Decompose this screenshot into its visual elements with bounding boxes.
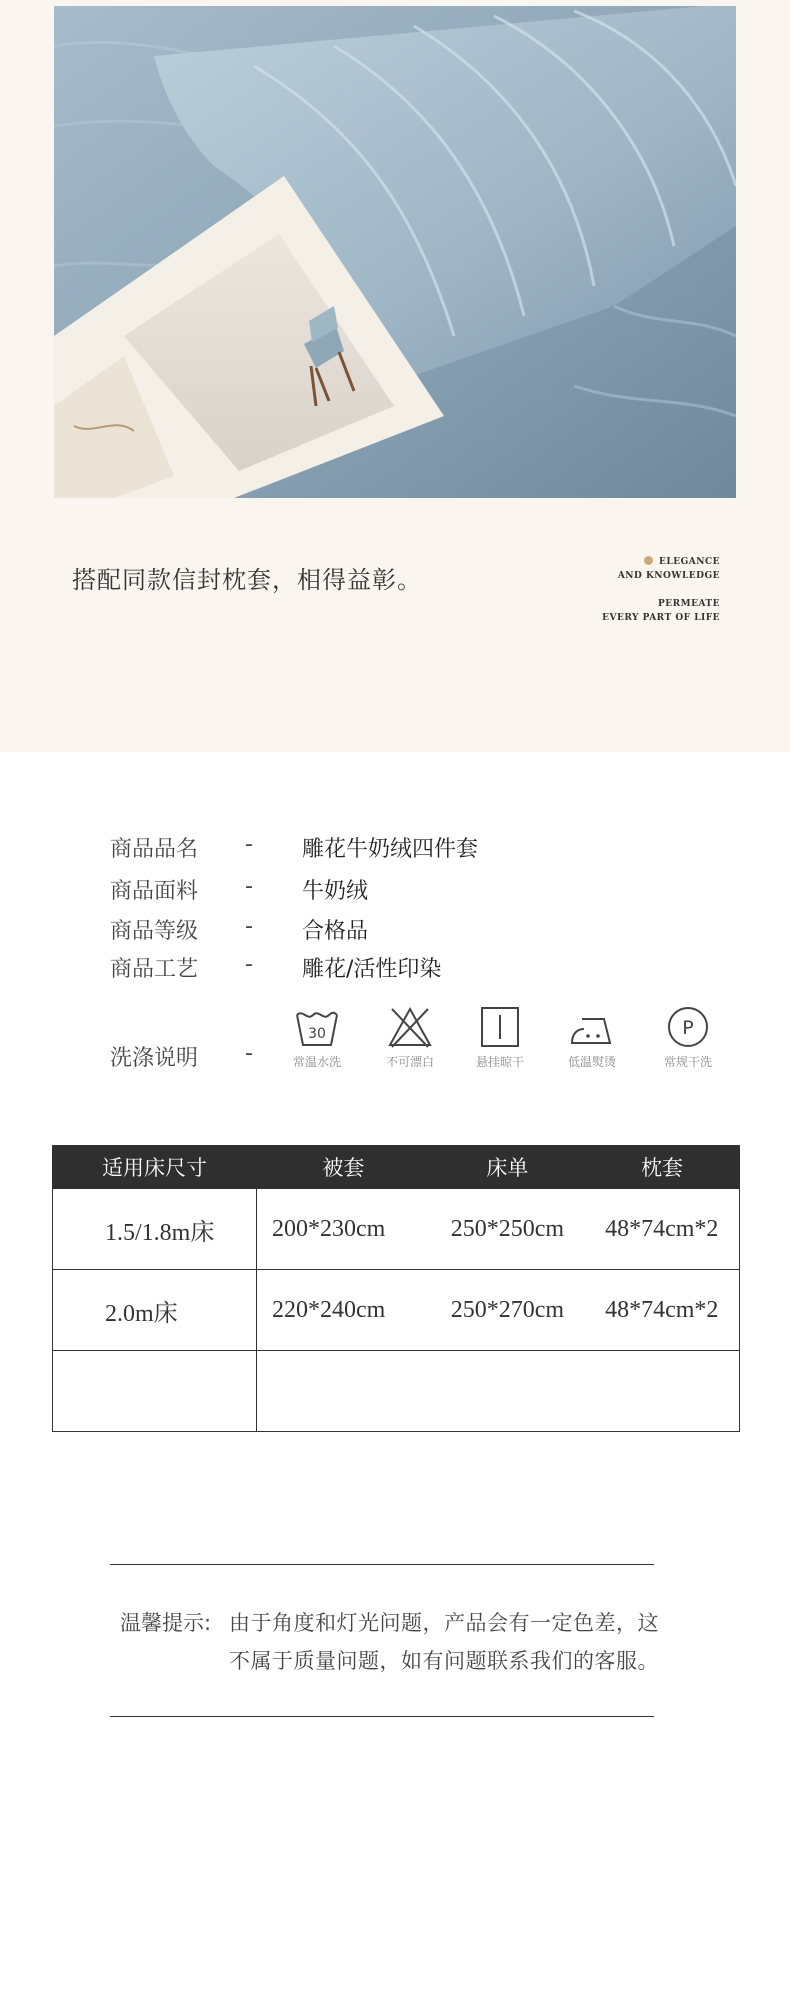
care-item-iron bbox=[552, 1005, 632, 1070]
table-cell bbox=[585, 1351, 740, 1432]
product-photo bbox=[54, 6, 736, 498]
accent-dot-icon bbox=[644, 556, 653, 565]
table-header: 床单 bbox=[430, 1146, 584, 1189]
info-dash: - bbox=[245, 952, 253, 977]
info-label: 商品等级 bbox=[110, 919, 199, 944]
table-cell bbox=[53, 1351, 257, 1432]
care-label: 洗涤说明 bbox=[110, 1046, 199, 1071]
table-cell bbox=[430, 1351, 584, 1432]
slogan-line: AND KNOWLEDGE bbox=[617, 571, 720, 581]
pillow-photo-illustration bbox=[54, 6, 736, 498]
hero-section bbox=[0, 0, 790, 752]
table-cell: 1.5/1.8m床 bbox=[53, 1189, 257, 1270]
info-dash: - bbox=[245, 832, 253, 857]
info-value: 合格品 bbox=[302, 919, 369, 944]
info-dash: - bbox=[245, 874, 253, 899]
divider bbox=[110, 1564, 654, 1565]
table-cell: 250*270cm bbox=[430, 1270, 584, 1351]
info-row-grade bbox=[110, 914, 710, 944]
table-row bbox=[53, 1270, 740, 1351]
table-cell: 200*230cm bbox=[257, 1189, 431, 1270]
wash-temp: 30 bbox=[308, 1026, 326, 1042]
table-header: 适用床尺寸 bbox=[53, 1146, 257, 1189]
table-cell: 2.0m床 bbox=[53, 1270, 257, 1351]
care-instructions bbox=[0, 1005, 790, 1095]
info-label: 商品品名 bbox=[110, 837, 199, 862]
brand-slogan bbox=[602, 555, 720, 625]
tip-line: 由于角度和灯光问题，产品会有一定色差，这 bbox=[229, 1611, 659, 1635]
care-item-dryclean bbox=[648, 1005, 728, 1070]
table-row bbox=[53, 1189, 740, 1270]
table-header: 枕套 bbox=[585, 1146, 740, 1189]
table-header-row bbox=[53, 1146, 740, 1189]
slogan-line: EVERY PART OF LIFE bbox=[602, 613, 720, 623]
info-row-craft bbox=[110, 952, 710, 982]
tip-label: 温馨提示: bbox=[120, 1611, 212, 1635]
info-label: 商品工艺 bbox=[110, 957, 199, 982]
care-dash: - bbox=[245, 1041, 253, 1066]
table-header: 被套 bbox=[257, 1146, 431, 1189]
info-value: 雕花牛奶绒四件套 bbox=[302, 837, 479, 862]
low-iron-icon bbox=[568, 1005, 616, 1049]
care-text: 常规干洗 bbox=[663, 1055, 712, 1069]
slogan-line: ELEGANCE bbox=[659, 557, 720, 567]
tip-line: 不属于质量问题，如有问题联系我们的客服。 bbox=[229, 1649, 659, 1673]
info-label: 商品面料 bbox=[110, 879, 199, 904]
table-cell: 250*250cm bbox=[430, 1189, 584, 1270]
table-cell: 48*74cm*2 bbox=[585, 1189, 740, 1270]
dry-clean-icon bbox=[664, 1005, 712, 1049]
no-bleach-icon bbox=[386, 1005, 434, 1049]
info-value: 牛奶绒 bbox=[302, 879, 369, 904]
info-row-fabric bbox=[110, 874, 710, 904]
wash-30-icon bbox=[293, 1005, 341, 1049]
table-cell: 220*240cm bbox=[257, 1270, 431, 1351]
hang-dry-icon bbox=[476, 1005, 524, 1049]
caption-text: 搭配同款信封枕套，相得益彰。 bbox=[72, 566, 422, 594]
care-item-dry bbox=[460, 1005, 540, 1070]
table-cell: 48*74cm*2 bbox=[585, 1270, 740, 1351]
care-text: 低温熨烫 bbox=[567, 1055, 616, 1069]
care-text: 不可漂白 bbox=[385, 1055, 434, 1069]
care-item-bleach bbox=[370, 1005, 450, 1070]
slogan-line: PERMEATE bbox=[658, 599, 720, 609]
care-text: 常温水洗 bbox=[292, 1055, 341, 1069]
info-dash: - bbox=[245, 914, 253, 939]
care-item-wash bbox=[277, 1005, 357, 1070]
dry-clean-letter: P bbox=[682, 1017, 694, 1039]
table-cell bbox=[257, 1351, 431, 1432]
info-value: 雕花/活性印染 bbox=[302, 957, 442, 982]
info-row-name bbox=[110, 832, 710, 862]
care-text: 悬挂晾干 bbox=[475, 1055, 524, 1069]
divider bbox=[110, 1716, 654, 1717]
size-table bbox=[52, 1145, 740, 1432]
table-row bbox=[53, 1351, 740, 1432]
